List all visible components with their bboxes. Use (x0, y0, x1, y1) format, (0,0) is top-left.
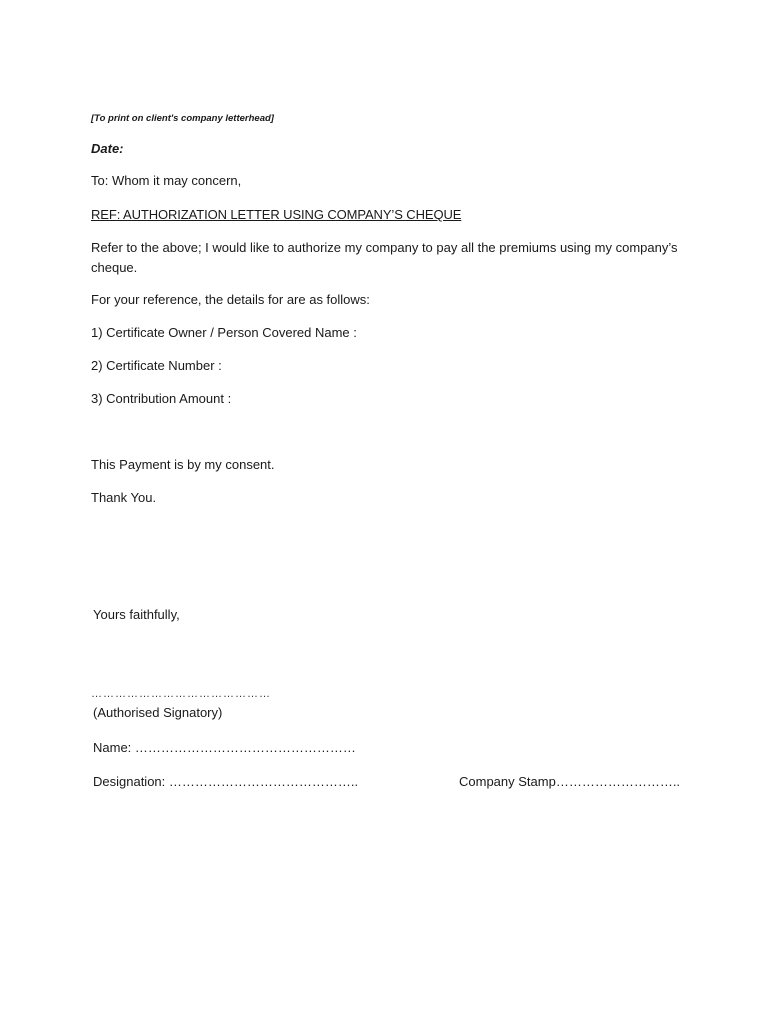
detail-certificate-number: 2) Certificate Number : (91, 358, 222, 373)
detail-contribution-amount: 3) Contribution Amount : (91, 391, 232, 406)
consent-line: This Payment is by my consent. (91, 457, 275, 472)
designation-field-line: Designation: …………………………………….. (93, 774, 359, 789)
details-intro: For your reference, the details for are as follows: (91, 292, 370, 307)
signature-dotted-line: ……………………………………… (91, 688, 271, 700)
date-label: Date: (91, 141, 124, 156)
name-field-line: Name: …………………………………………… (93, 740, 356, 755)
reference-line: REF: AUTHORIZATION LETTER USING COMPANY’S CHEQUE (91, 207, 462, 222)
recipient-line: To: Whom it may concern, (91, 173, 242, 188)
signatory-label: (Authorised Signatory) (93, 705, 223, 720)
closing-line: Yours faithfully, (93, 607, 180, 622)
detail-certificate-owner: 1) Certificate Owner / Person Covered Name : (91, 325, 357, 340)
company-stamp-field-line: Company Stamp……………………….. (459, 774, 681, 789)
thanks-line: Thank You. (91, 490, 157, 505)
body-paragraph: Refer to the above; I would like to authorize my company to pay all the premiums using my company’s cheque. (91, 240, 678, 275)
letterhead-note: [To print on client's company letterhead] (91, 113, 274, 124)
